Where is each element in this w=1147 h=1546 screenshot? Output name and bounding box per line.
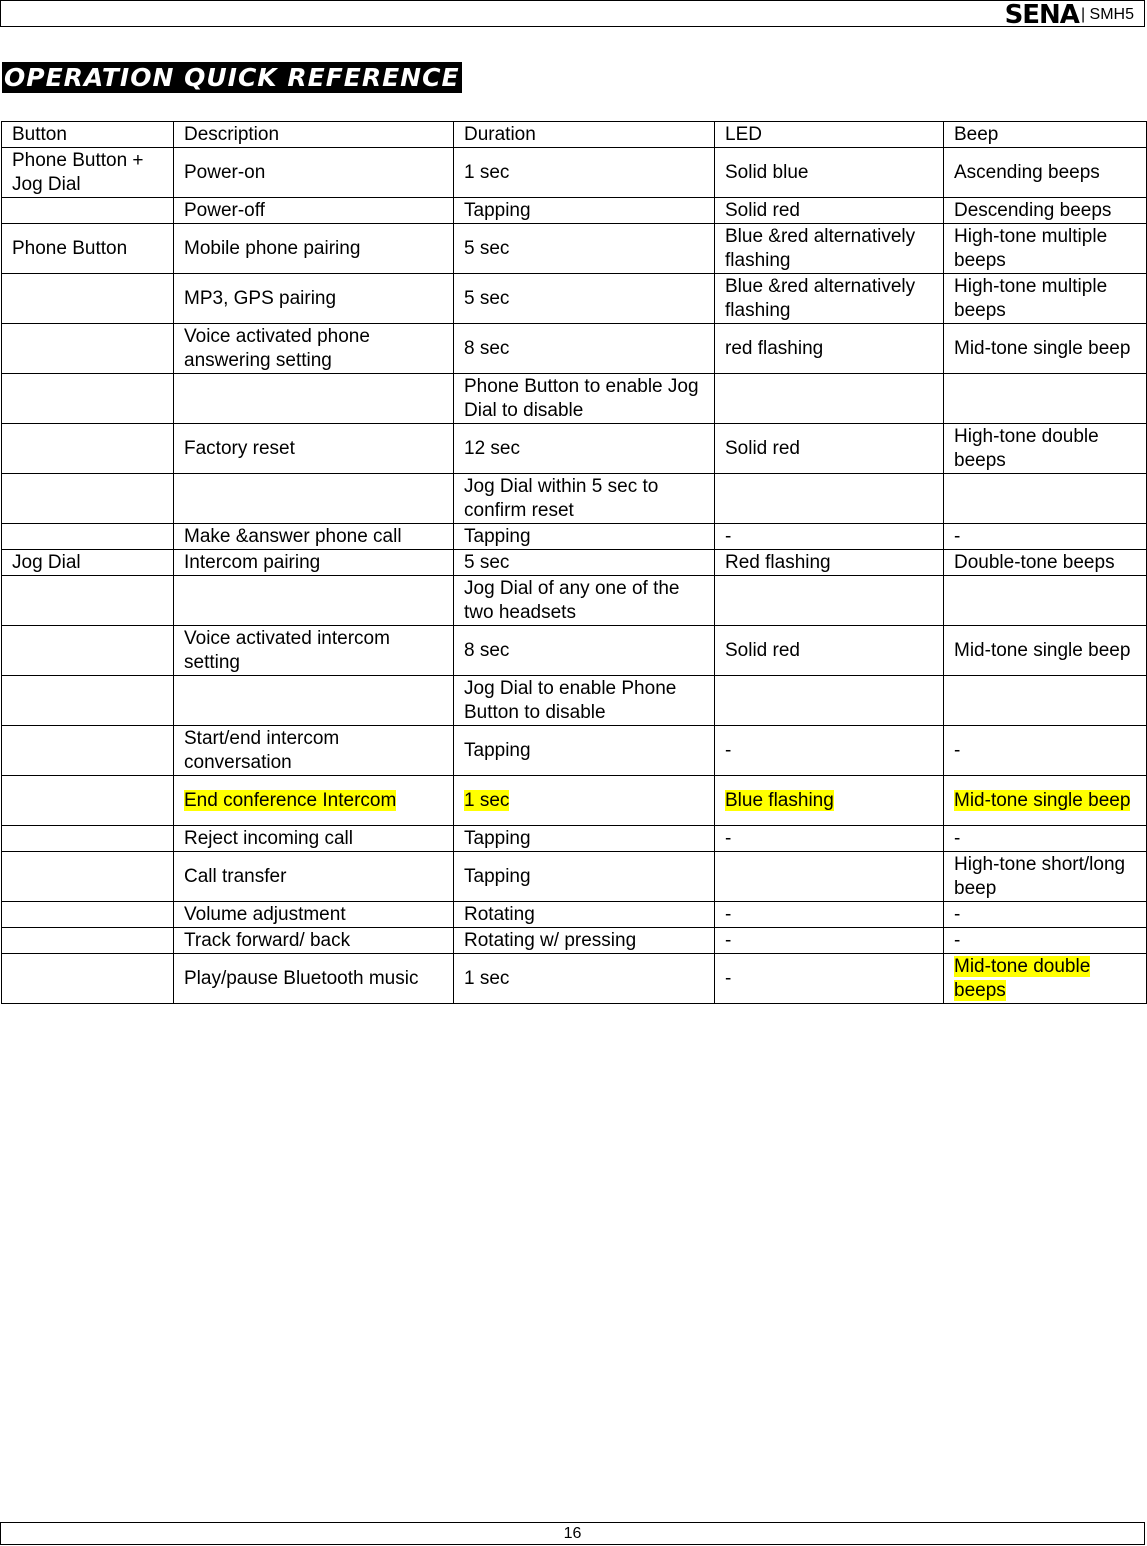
cell-text: Jog Dial: [12, 551, 81, 573]
sena-logo: SENA: [1004, 0, 1079, 30]
cell-button: [2, 524, 174, 550]
cell-duration: [454, 902, 715, 928]
cell-text: -: [725, 827, 732, 849]
cell-beep: [944, 676, 1147, 726]
table-row: [2, 148, 1147, 198]
cell-led: [715, 626, 944, 676]
cell-text: Rotating: [464, 903, 535, 925]
cell-text: Mid-tone single beep: [954, 337, 1131, 359]
cell-text: High-tone short/long beep: [954, 853, 1126, 899]
cell-led: [715, 474, 944, 524]
cell-description: [174, 198, 454, 224]
cell-text: -: [954, 525, 961, 547]
cell-text: Intercom pairing: [184, 551, 321, 573]
cell-button: [2, 726, 174, 776]
cell-duration: [454, 852, 715, 902]
table-header-row: [2, 122, 1147, 148]
cell-text: Red flashing: [725, 551, 831, 573]
cell-description: [174, 224, 454, 274]
table-body: [2, 122, 1147, 1004]
cell-description: [174, 902, 454, 928]
product-name: | SMH5: [1080, 5, 1134, 23]
cell-text: Solid red: [725, 199, 800, 221]
cell-text: Descending beeps: [954, 199, 1112, 221]
cell-text: Jog Dial of any one of the two headsets: [464, 577, 680, 623]
cell-text: Mid-tone single beep: [954, 639, 1131, 661]
cell-beep: [944, 474, 1147, 524]
table-row: [2, 550, 1147, 576]
cell-text: Tapping: [464, 199, 531, 221]
cell-text: -: [725, 929, 732, 951]
cell-led: [715, 374, 944, 424]
cell-duration: [454, 726, 715, 776]
cell-text: Voice activated intercom setting: [184, 627, 390, 673]
table-row: [2, 626, 1147, 676]
cell-text: -: [725, 903, 732, 925]
cell-text: 1 sec: [464, 967, 510, 989]
cell-text: Play/pause Bluetooth music: [184, 967, 419, 989]
cell-beep: [944, 576, 1147, 626]
cell-text: Blue flashing: [725, 789, 834, 811]
cell-text: Solid blue: [725, 161, 809, 183]
cell-beep: [944, 726, 1147, 776]
cell-text: Mobile phone pairing: [184, 237, 361, 259]
cell-text: 5 sec: [464, 287, 510, 309]
cell-text: Solid red: [725, 437, 800, 459]
cell-duration: [454, 148, 715, 198]
table-row: [2, 474, 1147, 524]
cell-text: Tapping: [464, 525, 531, 547]
cell-button: [2, 852, 174, 902]
quick-reference-table: [1, 121, 1147, 1004]
cell-duration: [454, 474, 715, 524]
cell-text: -: [954, 903, 961, 925]
cell-description: [174, 954, 454, 1004]
cell-beep: [944, 550, 1147, 576]
cell-text: Power-off: [184, 199, 265, 221]
table-row: [2, 954, 1147, 1004]
cell-text: -: [954, 739, 961, 761]
table-row: [2, 826, 1147, 852]
cell-text: 8 sec: [464, 337, 510, 359]
table-row: [2, 524, 1147, 550]
table-row: [2, 424, 1147, 474]
table-row: [2, 902, 1147, 928]
cell-description: [174, 676, 454, 726]
cell-duration: [454, 524, 715, 550]
cell-duration: [454, 374, 715, 424]
cell-description: [174, 524, 454, 550]
table-row: [2, 274, 1147, 324]
cell-text: Jog Dial within 5 sec to confirm reset: [464, 475, 659, 521]
cell-description: [174, 550, 454, 576]
cell-led: [715, 776, 944, 826]
cell-led: [715, 524, 944, 550]
column-header-duration: Duration: [454, 122, 715, 148]
cell-text: Tapping: [464, 827, 531, 849]
cell-description: [174, 626, 454, 676]
cell-text: Blue &red alternatively flashing: [725, 225, 916, 271]
cell-description: [174, 576, 454, 626]
cell-duration: [454, 224, 715, 274]
cell-text: Phone Button to enable Jog Dial to disable: [464, 375, 699, 421]
cell-text: -: [725, 739, 732, 761]
cell-beep: [944, 224, 1147, 274]
cell-beep: [944, 826, 1147, 852]
cell-text: 5 sec: [464, 237, 510, 259]
cell-text: Double-tone beeps: [954, 551, 1115, 573]
cell-beep: [944, 324, 1147, 374]
cell-description: [174, 424, 454, 474]
cell-duration: [454, 198, 715, 224]
cell-led: [715, 954, 944, 1004]
cell-text: High-tone double beeps: [954, 425, 1099, 471]
cell-text: -: [954, 929, 961, 951]
cell-text: High-tone multiple beeps: [954, 225, 1108, 271]
cell-button: [2, 550, 174, 576]
cell-led: [715, 576, 944, 626]
cell-description: [174, 148, 454, 198]
cell-button: [2, 928, 174, 954]
cell-text: Phone Button + Jog Dial: [12, 149, 144, 195]
cell-description: [174, 274, 454, 324]
cell-led: [715, 324, 944, 374]
table-row: [2, 374, 1147, 424]
cell-description: [174, 474, 454, 524]
cell-beep: [944, 374, 1147, 424]
cell-duration: [454, 424, 715, 474]
cell-duration: [454, 826, 715, 852]
cell-text: -: [725, 967, 732, 989]
cell-text: Factory reset: [184, 437, 295, 459]
cell-button: [2, 826, 174, 852]
table-row: [2, 676, 1147, 726]
cell-text: Rotating w/ pressing: [464, 929, 637, 951]
cell-button: [2, 954, 174, 1004]
table-row: [2, 576, 1147, 626]
cell-led: [715, 224, 944, 274]
cell-description: [174, 726, 454, 776]
cell-duration: [454, 954, 715, 1004]
cell-text: End conference Intercom: [184, 789, 397, 811]
cell-led: [715, 424, 944, 474]
cell-beep: [944, 524, 1147, 550]
cell-text: 8 sec: [464, 639, 510, 661]
cell-button: [2, 274, 174, 324]
cell-button: [2, 626, 174, 676]
cell-led: [715, 198, 944, 224]
table-row: [2, 198, 1147, 224]
cell-beep: [944, 424, 1147, 474]
cell-text: Track forward/ back: [184, 929, 351, 951]
cell-text: MP3, GPS pairing: [184, 287, 337, 309]
table-row: [2, 726, 1147, 776]
cell-button: [2, 676, 174, 726]
cell-beep: [944, 274, 1147, 324]
cell-beep: [944, 776, 1147, 826]
cell-button: [2, 374, 174, 424]
cell-duration: [454, 324, 715, 374]
cell-text: Power-on: [184, 161, 266, 183]
cell-button: [2, 474, 174, 524]
cell-duration: [454, 550, 715, 576]
cell-text: Blue &red alternatively flashing: [725, 275, 916, 321]
cell-text: -: [725, 525, 732, 547]
section-title: OPERATION QUICK REFERENCE: [4, 63, 460, 92]
cell-text: -: [954, 827, 961, 849]
cell-led: [715, 676, 944, 726]
cell-button: [2, 224, 174, 274]
cell-text: 1 sec: [464, 161, 510, 183]
cell-led: [715, 550, 944, 576]
header-branding: [1005, 1, 1134, 28]
cell-led: [715, 852, 944, 902]
cell-text: Solid red: [725, 639, 800, 661]
cell-duration: [454, 274, 715, 324]
cell-led: [715, 826, 944, 852]
cell-led: [715, 902, 944, 928]
cell-beep: [944, 928, 1147, 954]
cell-button: [2, 148, 174, 198]
cell-beep: [944, 852, 1147, 902]
cell-text: Tapping: [464, 865, 531, 887]
cell-duration: [454, 626, 715, 676]
cell-button: [2, 776, 174, 826]
cell-text: Start/end intercom conversation: [184, 727, 340, 773]
table-row: [2, 928, 1147, 954]
cell-description: [174, 374, 454, 424]
table-row: [2, 852, 1147, 902]
cell-beep: [944, 148, 1147, 198]
table-row: [2, 776, 1147, 826]
cell-description: [174, 826, 454, 852]
column-header-beep: Beep: [944, 122, 1147, 148]
cell-text: 12 sec: [464, 437, 520, 459]
cell-beep: [944, 954, 1147, 1004]
cell-button: [2, 576, 174, 626]
cell-text: Mid-tone single beep: [954, 789, 1131, 811]
cell-text: Call transfer: [184, 865, 287, 887]
cell-text: Make &answer phone call: [184, 525, 402, 547]
cell-text: Voice activated phone answering setting: [184, 325, 370, 371]
cell-led: [715, 274, 944, 324]
cell-text: Tapping: [464, 739, 531, 761]
column-header-description: Description: [174, 122, 454, 148]
cell-button: [2, 902, 174, 928]
cell-text: Jog Dial to enable Phone Button to disable: [464, 677, 677, 723]
cell-led: [715, 726, 944, 776]
cell-button: [2, 198, 174, 224]
cell-duration: [454, 928, 715, 954]
cell-beep: [944, 198, 1147, 224]
column-header-led: LED: [715, 122, 944, 148]
page-footer: [0, 1522, 1145, 1545]
table-row: [2, 224, 1147, 274]
cell-text: Volume adjustment: [184, 903, 346, 925]
cell-led: [715, 148, 944, 198]
cell-text: Phone Button: [12, 237, 128, 259]
page-header: [0, 0, 1145, 30]
table-row: [2, 324, 1147, 374]
cell-duration: [454, 576, 715, 626]
page-number: 16: [563, 1525, 582, 1542]
cell-text: 1 sec: [464, 789, 510, 811]
cell-description: [174, 776, 454, 826]
cell-beep: [944, 902, 1147, 928]
cell-beep: [944, 626, 1147, 676]
cell-description: [174, 324, 454, 374]
cell-duration: [454, 776, 715, 826]
cell-text: red flashing: [725, 337, 824, 359]
cell-led: [715, 928, 944, 954]
cell-duration: [454, 676, 715, 726]
column-header-button: Button: [2, 122, 174, 148]
cell-button: [2, 324, 174, 374]
cell-text: High-tone multiple beeps: [954, 275, 1108, 321]
cell-button: [2, 424, 174, 474]
cell-text: 5 sec: [464, 551, 510, 573]
cell-description: [174, 928, 454, 954]
cell-text: Ascending beeps: [954, 161, 1100, 183]
cell-text: Reject incoming call: [184, 827, 353, 849]
cell-description: [174, 852, 454, 902]
cell-text: Mid-tone double beeps: [954, 955, 1091, 1001]
